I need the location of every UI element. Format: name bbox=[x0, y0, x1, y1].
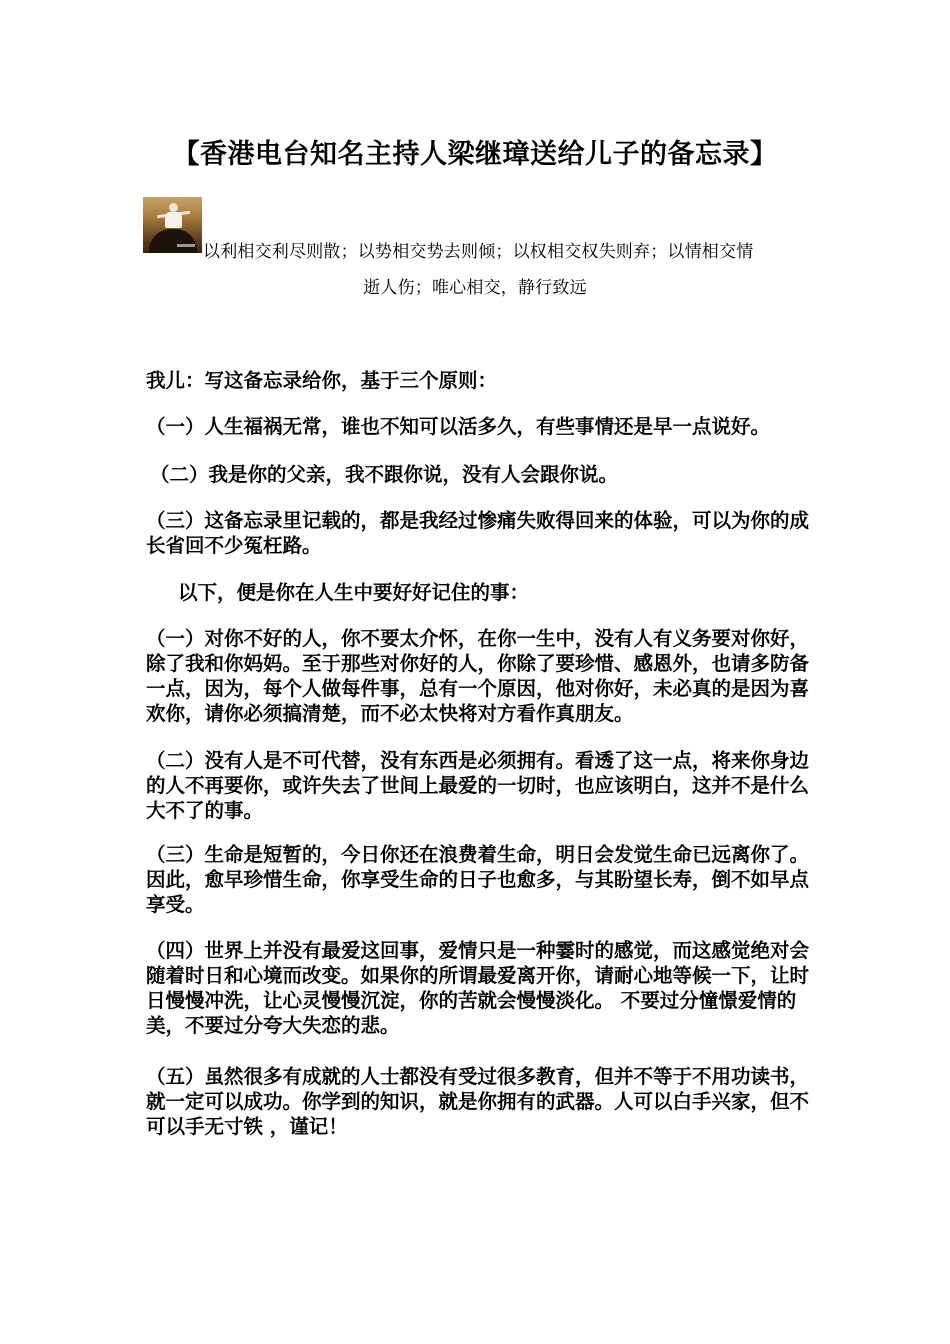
photo-watermark bbox=[177, 244, 195, 247]
greeting: 我儿：写这备忘录给你，基于三个原则： bbox=[146, 369, 498, 392]
principle-3: （三）这备忘录里记载的，都是我经过惨痛失败得回来的体验，可以为你的成长省回不少冤枉路。 bbox=[146, 509, 810, 557]
father-child-photo bbox=[143, 197, 202, 253]
photo-child-head bbox=[169, 203, 178, 212]
lesson-4: （四）世界上并没有最爱这回事，爱情只是一种霎时的感觉，而这感觉绝对会随着时日和心境而改变。如果你的所谓最爱离开你，请耐心地等候一下，让时日慢慢冲洗，让心灵慢慢沉淀，你的苦就会慢慢淡化。 不要过分憧憬爱情的美，不要过分夸大失恋的悲。 bbox=[146, 939, 810, 1037]
photo-child-body bbox=[165, 212, 182, 228]
principle-1: （一）人生福祸无常，谁也不知可以活多久，有些事情还是早一点说好。 bbox=[146, 415, 771, 438]
motto-line-2: 逝人伤；唯心相交，静行致远 bbox=[363, 278, 587, 298]
lesson-3: （三）生命是短暂的，今日你还在浪费着生命，明日会发觉生命已远离你了。因此，愈早珍惜生命，你享受生命的日子也愈多，与其盼望长寿，倒不如早点享受。 bbox=[146, 843, 810, 916]
lesson-1: （一）对你不好的人，你不要太介怀，在你一生中，没有人有义务要对你好，除了我和你妈妈。至于那些对你好的人，你除了要珍惜、感恩外，也请多防备一点，因为，每个人做每件事，总有一个原因，他对你好，未必真的是因为喜欢你，请你必须搞清楚，而不必太快将对方看作真朋友。 bbox=[146, 627, 810, 725]
principle-2: （二）我是你的父亲，我不跟你说，没有人会跟你说。 bbox=[150, 463, 619, 486]
document-title: 【香港电台知名主持人梁继璋送给儿子的备忘录】 bbox=[172, 139, 778, 170]
intro-line: 以下，便是你在人生中要好好记住的事： bbox=[178, 581, 530, 604]
lesson-5: （五）虽然很多有成就的人士都没有受过很多教育，但并不等于不用功读书，就一定可以成功。你学到的知识，就是你拥有的武器。人可以白手兴家，但不可以手无寸铁 ，谨记！ bbox=[146, 1065, 810, 1138]
motto-line-1: 以利相交利尽则散；以势相交势去则倾；以权相交权失则弃；以情相交情 bbox=[203, 242, 754, 262]
lesson-2: （二）没有人是不可代替，没有东西是必须拥有。看透了这一点，将来你身边的人不再要你，或许失去了世间上最爱的一切时，也应该明白，这并不是什么大不了的事。 bbox=[146, 749, 810, 822]
photo-father-silhouette bbox=[149, 229, 197, 253]
